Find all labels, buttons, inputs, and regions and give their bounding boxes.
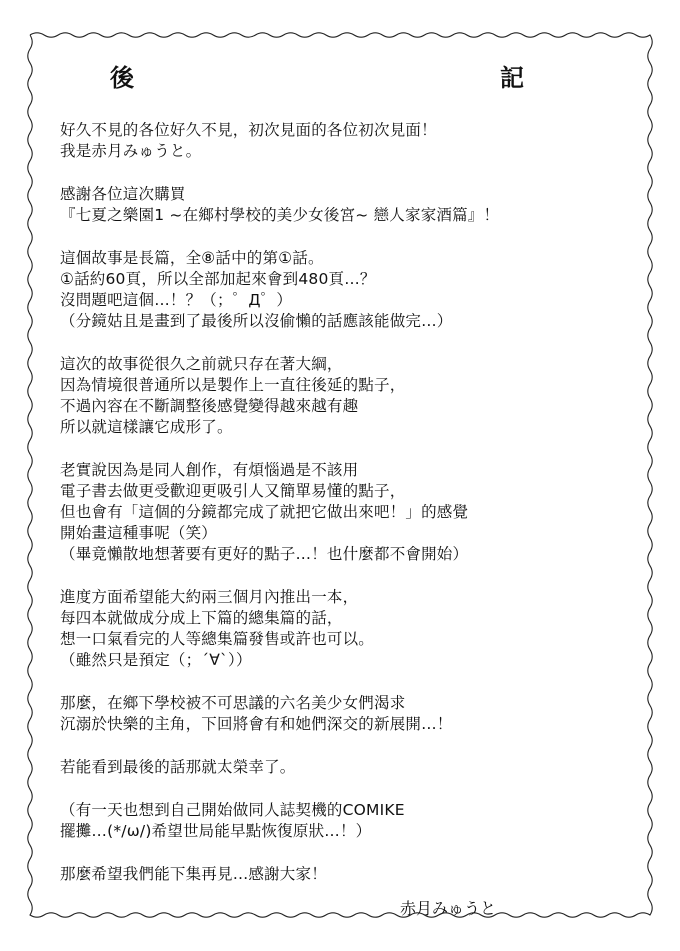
text-line: 老實說因為是同人創作，有煩惱過是不該用 <box>60 461 359 479</box>
text-line: 沉溺於快樂的主角，下回將會有和她們深交的新展開…！ <box>60 715 453 733</box>
paragraph-doujin <box>60 460 620 565</box>
text-line: 因為情境很普通所以是製作上一直往後延的點子， <box>60 376 406 394</box>
paragraph-story-origin <box>60 354 620 438</box>
text-line: 每四本就做成分成上下篇的總集篇的話， <box>60 609 343 627</box>
text-line: 開始畫這種事呢（笑） <box>60 524 218 542</box>
text-line: 這次的故事從很久之前就只存在著大綱， <box>60 355 343 373</box>
paragraph-thanks <box>60 184 620 226</box>
paragraph-story-length <box>60 248 620 332</box>
text-line: （有一天也想到自己開始做同人誌契機的COMIKE <box>60 801 405 819</box>
text-line: 我是赤月みゅうと。 <box>60 142 202 160</box>
text-line: （雖然只是預定（；´∀`）） <box>60 651 252 669</box>
text-line: 進度方面希望能大約兩三個月內推出一本， <box>60 588 359 606</box>
text-line: 想一口氣看完的人等總集篇發售或許也可以。 <box>60 630 375 648</box>
paragraph-next-episode <box>60 693 620 735</box>
paragraph-comike <box>60 800 620 842</box>
paragraph-schedule <box>60 587 620 671</box>
paragraph-honored <box>60 757 620 778</box>
text-line: 那麼，在鄉下學校被不可思議的六名美少女們渴求 <box>60 694 406 712</box>
text-line: 電子書去做更受歡迎更吸引人又簡單易懂的點子， <box>60 482 406 500</box>
text-line: 好久不見的各位好久不見，初次見面的各位初次見面！ <box>60 121 437 139</box>
title-char-left: 後 <box>110 64 135 92</box>
text-line: 『七夏之樂園1 ~在鄉村學校的美少女後宮~ 戀人家家酒篇』！ <box>60 206 500 224</box>
text-line: ①話約60頁，所以全部加起來會到480頁…？ <box>60 270 376 288</box>
text-line: 不過內容在不斷調整後感覺變得越來越有趣 <box>60 397 359 415</box>
text-line: 感謝各位這次購買 <box>60 185 186 203</box>
text-line: 所以就這樣讓它成形了。 <box>60 418 233 436</box>
text-line: 那麼希望我們能下集再見…感謝大家！ <box>60 865 327 883</box>
text-line: （畢竟懶散地想著要有更好的點子…！也什麼都不會開始） <box>60 545 469 563</box>
text-line: 若能看到最後的話那就太榮幸了。 <box>60 758 296 776</box>
paragraph-farewell <box>60 864 620 885</box>
text-line: （分鏡姑且是畫到了最後所以沒偷懶的話應該能做完…） <box>60 312 453 330</box>
afterword-body <box>60 120 620 907</box>
text-line: 但也會有「這個的分鏡都完成了就把它做出來吧！」的感覺 <box>60 503 469 521</box>
title-char-right: 記 <box>500 64 525 92</box>
text-line: 沒問題吧這個…！？（；゜Д゜） <box>60 291 293 309</box>
author-signature: 赤月みゅうと <box>400 899 497 918</box>
paragraph-greeting <box>60 120 620 162</box>
text-line: 擺攤…(*/ω/)希望世局能早點恢復原狀…！） <box>60 822 372 840</box>
text-line: 這個故事是長篇，全⑧話中的第①話。 <box>60 249 324 267</box>
